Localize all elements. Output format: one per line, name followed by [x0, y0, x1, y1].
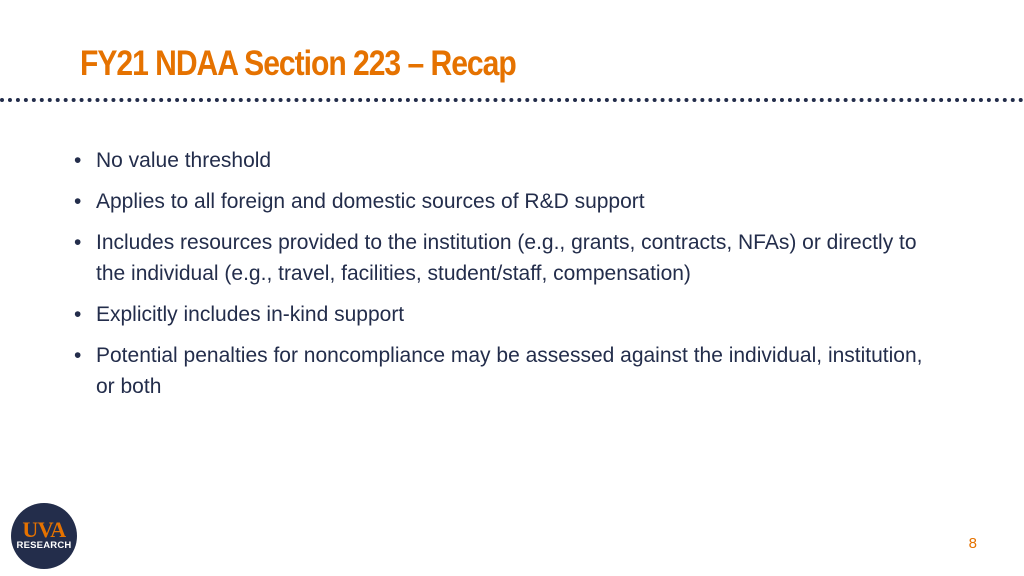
- bullet-text: Includes resources provided to the institution (e.g., grants, contracts, NFAs) or directly to the individual (e.g., travel, facilities, student/staff, compensation): [96, 231, 917, 285]
- bullet-item: [72, 340, 932, 402]
- bullet-item: [72, 145, 932, 176]
- slide-title: FY21 NDAA Section 223 – Recap: [80, 44, 516, 83]
- logo-uva-text: UVA: [22, 517, 66, 542]
- bullet-item: [72, 186, 932, 217]
- bullet-text: Applies to all foreign and domestic sources of R&D support: [96, 190, 645, 213]
- bullet-dot-icon: •: [74, 303, 82, 326]
- bullet-dot-icon: •: [74, 231, 82, 254]
- bullet-text: No value threshold: [96, 149, 272, 172]
- bullet-text: Explicitly includes in-kind support: [96, 303, 405, 326]
- page-number: 8: [968, 535, 977, 552]
- bullet-item: [72, 299, 932, 330]
- logo-research-text: RESEARCH: [16, 540, 72, 551]
- uva-research-logo: [11, 503, 77, 569]
- title-divider: [0, 98, 1024, 102]
- bullet-dot-icon: •: [74, 344, 82, 367]
- bullet-item: [72, 227, 932, 289]
- bullet-list: [72, 145, 932, 412]
- bullet-dot-icon: •: [74, 190, 82, 213]
- bullet-text: Potential penalties for noncompliance may be assessed against the individual, institution, or both: [96, 344, 923, 398]
- bullet-dot-icon: •: [74, 149, 82, 172]
